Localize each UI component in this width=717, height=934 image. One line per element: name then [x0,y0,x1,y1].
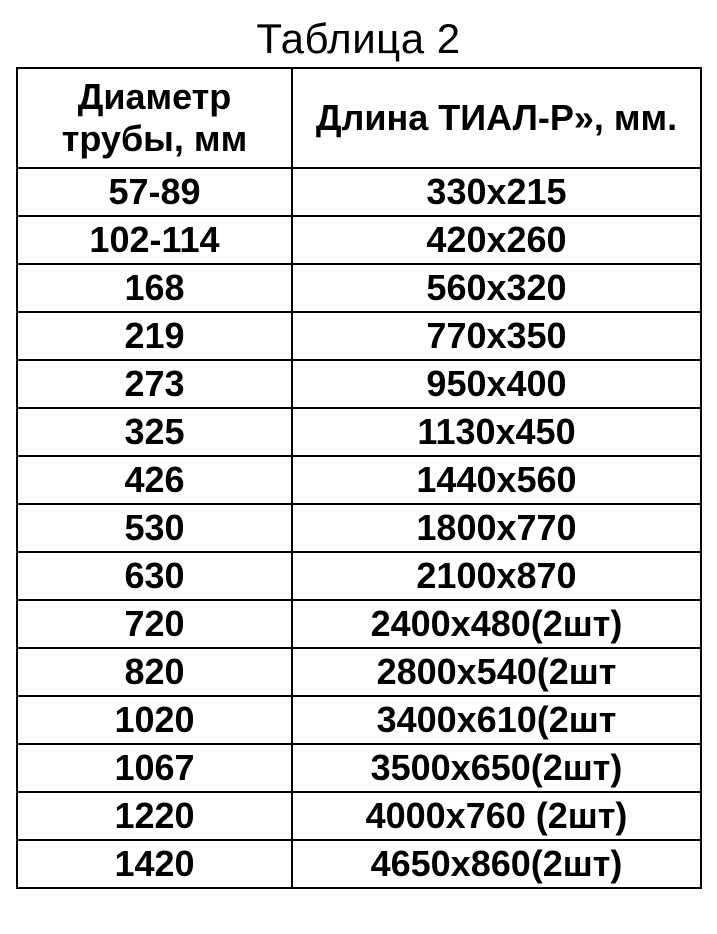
tial-length-cell: 2800х540(2шт [292,648,701,696]
table-body [17,168,701,888]
tial-length-cell: 3500х650(2шт) [292,744,701,792]
pipe-diameter-cell: 426 [17,456,292,504]
table-row [17,840,701,888]
tial-length-cell: 2100х870 [292,552,701,600]
pipe-diameter-cell: 57-89 [17,168,292,216]
table-row [17,696,701,744]
tial-length-cell: 1440х560 [292,456,701,504]
tial-length-cell: 560х320 [292,264,701,312]
tial-length-cell: 950х400 [292,360,701,408]
table-row [17,408,701,456]
pipe-diameter-cell: 219 [17,312,292,360]
table-row [17,600,701,648]
pipe-diameter-cell: 1420 [17,840,292,888]
pipe-diameter-cell: 1067 [17,744,292,792]
tial-length-cell: 4000х760 (2шт) [292,792,701,840]
tial-length-cell: 4650х860(2шт) [292,840,701,888]
tial-length-cell: 2400х480(2шт) [292,600,701,648]
header-pipe-diameter: Диаметр трубы, мм [17,68,292,168]
header-tial-length: Длина ТИАЛ-Р», мм. [292,68,701,168]
pipe-diameter-cell: 530 [17,504,292,552]
pipe-diameter-cell: 820 [17,648,292,696]
table-row [17,456,701,504]
pipe-diameter-cell: 1020 [17,696,292,744]
pipe-diameter-cell: 720 [17,600,292,648]
table-row [17,792,701,840]
table-row [17,264,701,312]
pipe-diameter-cell: 325 [17,408,292,456]
table-row [17,744,701,792]
pipe-diameter-cell: 1220 [17,792,292,840]
pipe-diameter-cell: 168 [17,264,292,312]
table-row [17,504,701,552]
pipe-diameter-cell: 102-114 [17,216,292,264]
pipe-dimension-table [16,67,702,889]
table-row [17,168,701,216]
table-row [17,216,701,264]
tial-length-cell: 330х215 [292,168,701,216]
table-row [17,552,701,600]
table-title: Таблица 2 [256,15,461,62]
pipe-diameter-cell: 630 [17,552,292,600]
pipe-diameter-cell: 273 [17,360,292,408]
tial-length-cell: 1800х770 [292,504,701,552]
tial-length-cell: 770х350 [292,312,701,360]
tial-length-cell: 1130х450 [292,408,701,456]
table-row [17,312,701,360]
header-row [17,68,701,168]
table-row [17,360,701,408]
tial-length-cell: 3400х610(2шт [292,696,701,744]
table-row [17,648,701,696]
table-header [17,68,701,168]
tial-length-cell: 420х260 [292,216,701,264]
